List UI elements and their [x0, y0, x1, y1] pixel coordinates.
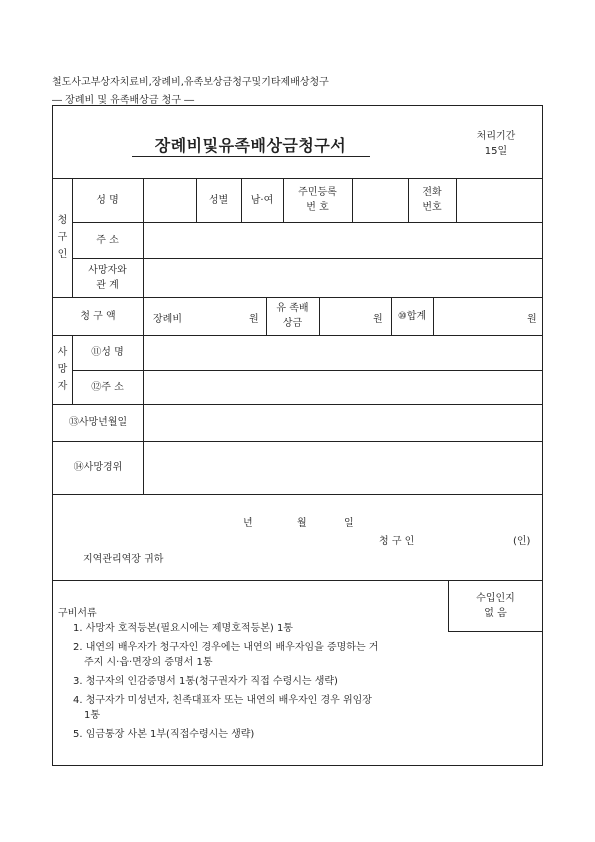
list-item: 5. 임금통장 사본 1부(직접수령시는 생략): [73, 729, 255, 740]
rule: [319, 297, 320, 335]
phone-field[interactable]: [457, 179, 542, 222]
rule: [53, 494, 542, 495]
deceased-name-label: ⑪성 명: [91, 347, 124, 358]
relation-label: 사망자와관 계: [88, 264, 127, 291]
list-item: 3. 청구자의 인감증명서 1통(청구권자가 직접 수령시는 생략): [73, 676, 338, 687]
rule: [53, 580, 542, 581]
death-date-label: ⑬사망년월일: [68, 417, 128, 428]
bereaved-comp-unit: 원: [373, 314, 383, 325]
title-underline: [132, 156, 370, 157]
claim-form: [52, 105, 543, 766]
list-item: 주지 시·읍·면장의 증명서 1통: [84, 657, 213, 668]
claimant-address-field[interactable]: [144, 223, 542, 258]
processing-period-label: 처리기간: [476, 131, 516, 142]
seal-mark: (인): [513, 536, 531, 547]
claimant-address-label: 주 소: [96, 234, 119, 246]
form-title: 장례비및유족배상금청구서: [154, 136, 347, 155]
deceased-address-field[interactable]: [144, 371, 542, 404]
deceased-address-label: ⑫주 소: [91, 381, 124, 393]
funeral-cost-unit: 원: [249, 314, 259, 325]
signer-label: 청 구 인: [379, 536, 415, 547]
rrn-label: 주민등록번 호: [298, 187, 337, 213]
revenue-stamp-label: 수입인지: [476, 593, 515, 604]
form-header-title: 철도사고부상자치료비,장례비,유족보상금청구및기타제배상청구: [52, 77, 329, 88]
deceased-name-field[interactable]: [144, 336, 542, 370]
required-documents-heading: 구비서류: [58, 608, 97, 619]
death-circumstance-field[interactable]: [144, 442, 542, 494]
date-year-label: 년: [243, 518, 253, 529]
relation-field[interactable]: [144, 259, 542, 297]
rule: [448, 631, 542, 632]
addressee: 지역관리역장 귀하: [83, 554, 164, 565]
revenue-stamp-value: 없 음: [484, 608, 507, 619]
list-item: 1통: [84, 710, 101, 721]
list-item: 2. 내연의 배우자가 청구자인 경우에는 내연의 배우자임을 증명하는 거: [73, 642, 379, 653]
required-documents-list: [73, 621, 378, 742]
total-label: ⑩합계: [397, 310, 427, 322]
rule: [143, 297, 144, 335]
bereaved-comp-label: 유 족배상금: [276, 303, 309, 329]
processing-period: [466, 124, 526, 164]
total-unit: 원: [527, 314, 537, 325]
claim-amount-label: 청 구 액: [80, 310, 116, 322]
phone-label: 전화번호: [422, 187, 442, 213]
rrn-field[interactable]: [353, 179, 408, 222]
gender-value[interactable]: 남·여: [250, 194, 274, 206]
death-date-field[interactable]: [144, 405, 542, 441]
claimant-group-label: 청구인: [57, 215, 68, 260]
gender-label: 성별: [208, 194, 229, 206]
date-day-label: 일: [344, 518, 354, 529]
claimant-name-label: 성 명: [96, 194, 119, 206]
funeral-cost-label: 장례비: [153, 314, 182, 325]
claimant-name-field[interactable]: [144, 179, 196, 222]
rule: [433, 297, 434, 335]
list-item: 4. 청구자가 미성년자, 친족대표자 또는 내연의 배우자인 경우 위임장: [73, 695, 372, 706]
form-header-subtitle: ― 장례비 및 유족배상금 청구 ―: [52, 95, 195, 106]
revenue-stamp-box: [449, 586, 542, 626]
processing-period-value: 15일: [484, 146, 508, 157]
date-month-label: 월: [297, 518, 307, 529]
list-item: 1. 사망자 호적등본(필요시에는 제명호적등본) 1통: [73, 623, 293, 634]
deceased-group-label: 사망자: [57, 347, 68, 392]
death-circumstance-label: ⑭사망경위: [73, 462, 123, 473]
